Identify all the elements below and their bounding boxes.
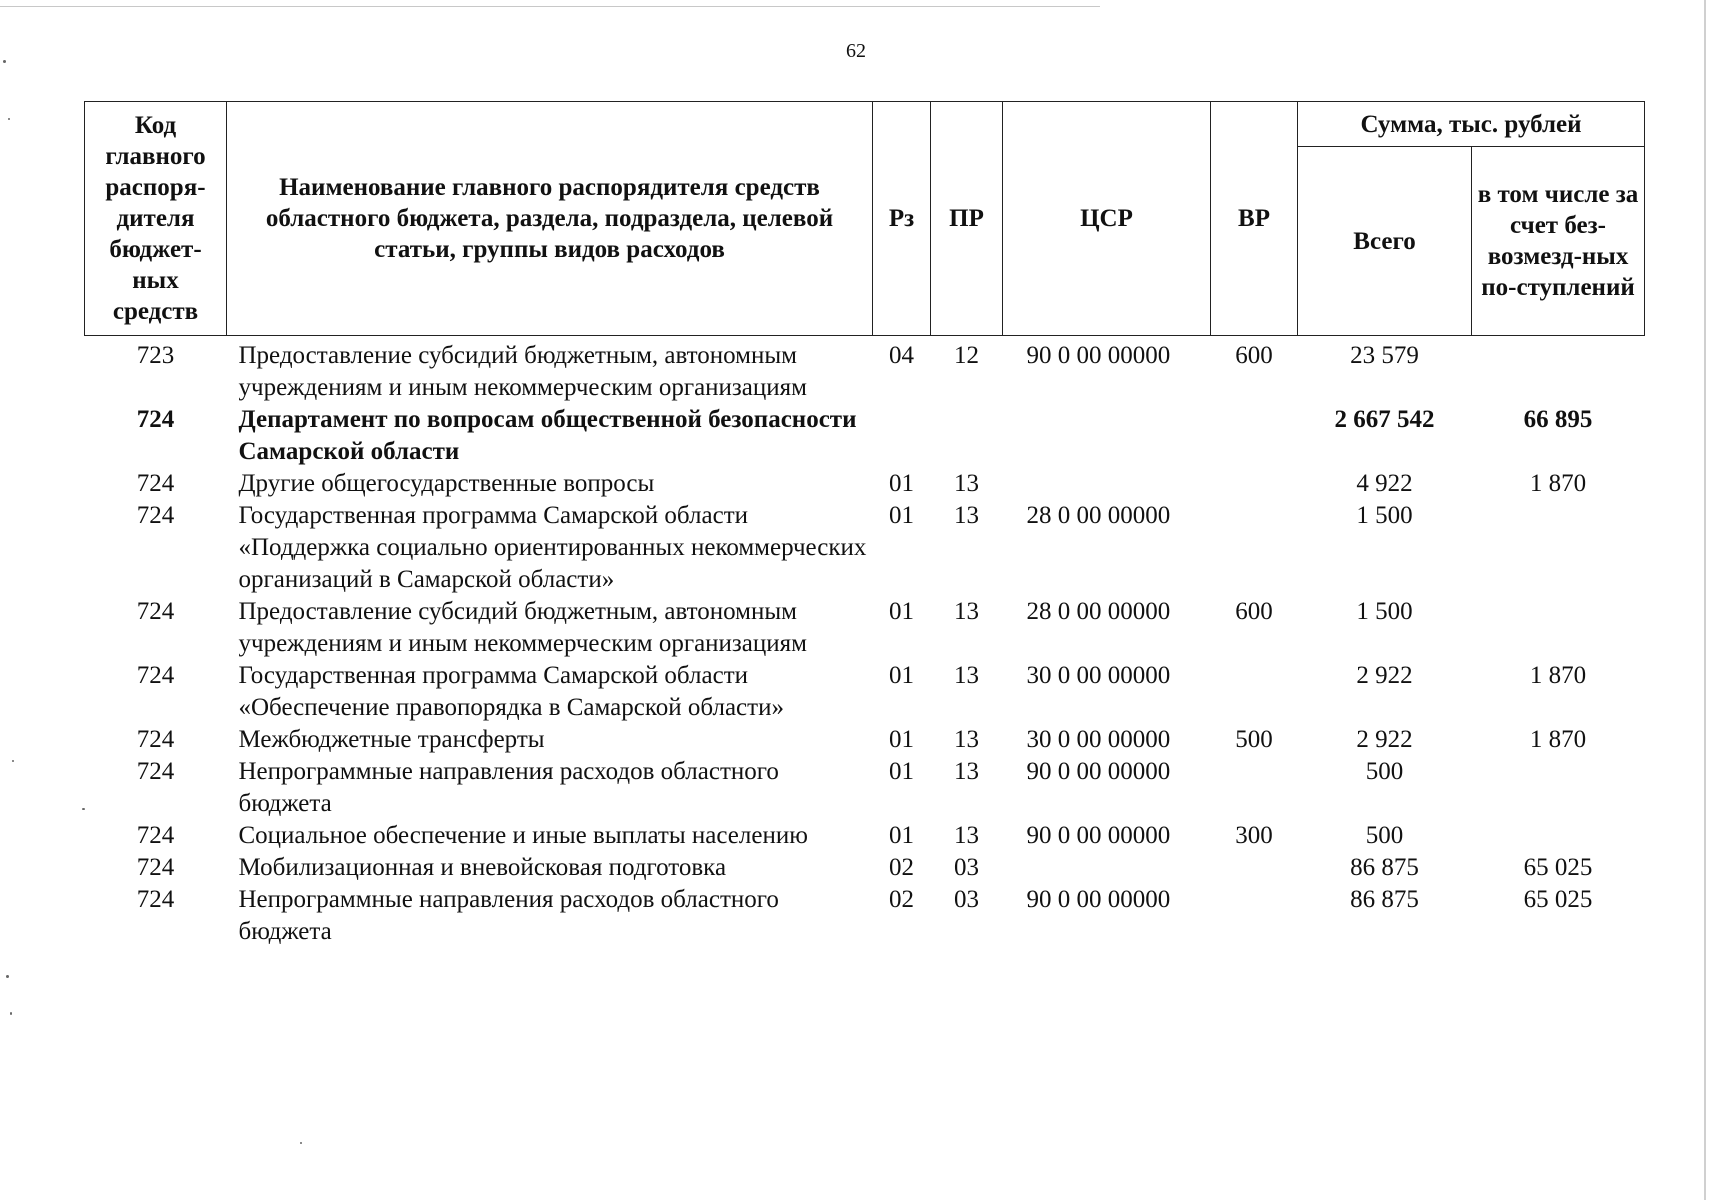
cell-code: 724	[136, 726, 175, 753]
table-row	[85, 404, 1645, 468]
cell-name: Социальное обеспечение и иные выплаты населению	[238, 822, 808, 849]
budget-table	[84, 101, 1645, 948]
cell-rz: 02	[889, 886, 914, 913]
table-row	[85, 468, 1645, 500]
header-sum: Сумма, тыс. рублей	[1298, 102, 1645, 147]
table-row	[85, 884, 1645, 948]
cell-rz	[873, 404, 931, 468]
table-row	[85, 336, 1645, 405]
cell-pr: 13	[954, 470, 979, 497]
cell-code: 724	[136, 822, 175, 849]
cell-csr: 90 0 00 00000	[1026, 822, 1171, 849]
cell-csr: 28 0 00 00000	[1026, 502, 1171, 529]
scan-speck	[10, 1012, 12, 1015]
cell-total: 2 922	[1356, 726, 1413, 753]
cell-free	[1472, 336, 1645, 405]
cell-total: 500	[1365, 822, 1404, 849]
cell-pr: 13	[954, 726, 979, 753]
cell-rz: 04	[889, 342, 914, 369]
header-rz: Рз	[873, 102, 931, 336]
header-total: Всего	[1298, 147, 1472, 336]
cell-rz: 02	[889, 854, 914, 881]
cell-total: 86 875	[1350, 886, 1419, 913]
header-name: Наименование главного распорядителя средств областного бюджета, раздела, подраздела, целевой статьи, группы видов расходов	[227, 102, 873, 336]
cell-name: Непрограммные направления расходов областного бюджета	[238, 886, 779, 945]
top-scan-edge	[0, 6, 1100, 7]
cell-vr	[1211, 500, 1298, 596]
cell-csr: 30 0 00 00000	[1026, 726, 1171, 753]
cell-free: 1 870	[1529, 470, 1587, 497]
cell-total: 2 667 542	[1334, 406, 1435, 433]
cell-rz: 01	[889, 598, 914, 625]
cell-rz: 01	[889, 502, 914, 529]
table-row	[85, 500, 1645, 596]
cell-name: Предоставление субсидий бюджетным, автономным учреждениям и иным некоммерческим организациям	[238, 342, 807, 401]
cell-free: 1 870	[1529, 726, 1587, 753]
cell-total: 500	[1365, 758, 1404, 785]
cell-pr: 03	[954, 886, 979, 913]
cell-csr	[1003, 404, 1211, 468]
table-row	[85, 660, 1645, 724]
cell-csr: 90 0 00 00000	[1026, 886, 1171, 913]
cell-csr	[1003, 852, 1211, 884]
cell-code: 724	[136, 662, 175, 689]
cell-vr	[1211, 404, 1298, 468]
cell-free: 1 870	[1529, 662, 1587, 689]
cell-code: 724	[136, 502, 175, 529]
cell-free	[1472, 500, 1645, 596]
cell-free	[1472, 596, 1645, 660]
cell-vr: 600	[1235, 342, 1273, 369]
cell-csr	[1003, 468, 1211, 500]
cell-vr	[1211, 756, 1298, 820]
cell-pr: 13	[954, 662, 979, 689]
table-row	[85, 756, 1645, 820]
cell-total: 1 500	[1356, 502, 1413, 529]
cell-name: Департамент по вопросам общественной безопасности Самарской области	[238, 406, 857, 465]
cell-vr	[1211, 660, 1298, 724]
table-header	[85, 102, 1645, 336]
cell-vr: 600	[1235, 598, 1273, 625]
cell-code: 724	[136, 470, 175, 497]
cell-code: 723	[136, 342, 175, 369]
cell-code: 724	[136, 758, 175, 785]
cell-name: Государственная программа Самарской области «Обеспечение правопорядка в Самарской области»	[238, 662, 784, 721]
table-row	[85, 820, 1645, 852]
cell-total: 86 875	[1350, 854, 1419, 881]
cell-pr: 13	[954, 822, 979, 849]
header-pr: ПР	[931, 102, 1003, 336]
header-code: Код главного распоря-дителя бюджет-ных средств	[85, 102, 227, 336]
cell-pr: 13	[954, 598, 979, 625]
cell-code: 724	[136, 598, 175, 625]
table-row	[85, 724, 1645, 756]
scan-speck	[300, 1142, 302, 1144]
cell-free: 65 025	[1523, 854, 1593, 881]
scan-speck	[3, 60, 6, 63]
cell-total: 2 922	[1356, 662, 1413, 689]
cell-csr: 90 0 00 00000	[1026, 342, 1171, 369]
cell-total: 1 500	[1356, 598, 1413, 625]
cell-vr: 500	[1235, 726, 1273, 753]
cell-pr	[931, 404, 1003, 468]
cell-csr: 30 0 00 00000	[1026, 662, 1171, 689]
cell-name: Межбюджетные трансферты	[238, 726, 545, 753]
page-number: 62	[846, 40, 866, 62]
cell-pr: 13	[954, 502, 979, 529]
header-csr: ЦСР	[1003, 102, 1211, 336]
scan-speck	[6, 975, 9, 978]
cell-name: Непрограммные направления расходов областного бюджета	[238, 758, 779, 817]
cell-rz: 01	[889, 470, 914, 497]
cell-pr: 12	[954, 342, 979, 369]
cell-name: Мобилизационная и вневойсковая подготовка	[238, 854, 727, 881]
header-free: в том числе за счет без-возмезд-ных по-ступлений	[1472, 147, 1645, 336]
cell-free: 66 895	[1523, 406, 1593, 433]
table-row	[85, 852, 1645, 884]
cell-rz: 01	[889, 822, 914, 849]
cell-rz: 01	[889, 726, 914, 753]
table-body	[85, 336, 1645, 949]
cell-pr: 03	[954, 854, 979, 881]
cell-total: 4 922	[1356, 470, 1413, 497]
cell-pr: 13	[954, 758, 979, 785]
cell-name: Другие общегосударственные вопросы	[238, 470, 655, 497]
scan-speck	[82, 808, 85, 810]
cell-name: Предоставление субсидий бюджетным, автономным учреждениям и иным некоммерческим организациям	[238, 598, 807, 657]
cell-free	[1472, 756, 1645, 820]
cell-rz: 01	[889, 758, 914, 785]
header-vr: ВР	[1211, 102, 1298, 336]
cell-csr: 28 0 00 00000	[1026, 598, 1171, 625]
table-row	[85, 596, 1645, 660]
cell-total: 23 579	[1350, 342, 1419, 369]
cell-vr: 300	[1235, 822, 1273, 849]
cell-free: 65 025	[1523, 886, 1593, 913]
scan-speck	[12, 760, 14, 762]
cell-vr	[1211, 852, 1298, 884]
cell-free	[1472, 820, 1645, 852]
cell-code: 724	[136, 854, 175, 881]
cell-name: Государственная программа Самарской области «Поддержка социально ориентированных некоммерческих организаций в Самарской области»	[238, 502, 867, 593]
cell-rz: 01	[889, 662, 914, 689]
cell-vr	[1211, 884, 1298, 948]
right-scan-edge	[1704, 0, 1706, 1200]
cell-code: 724	[136, 406, 175, 433]
scan-speck	[8, 118, 10, 120]
cell-vr	[1211, 468, 1298, 500]
cell-csr: 90 0 00 00000	[1026, 758, 1171, 785]
cell-code: 724	[136, 886, 175, 913]
